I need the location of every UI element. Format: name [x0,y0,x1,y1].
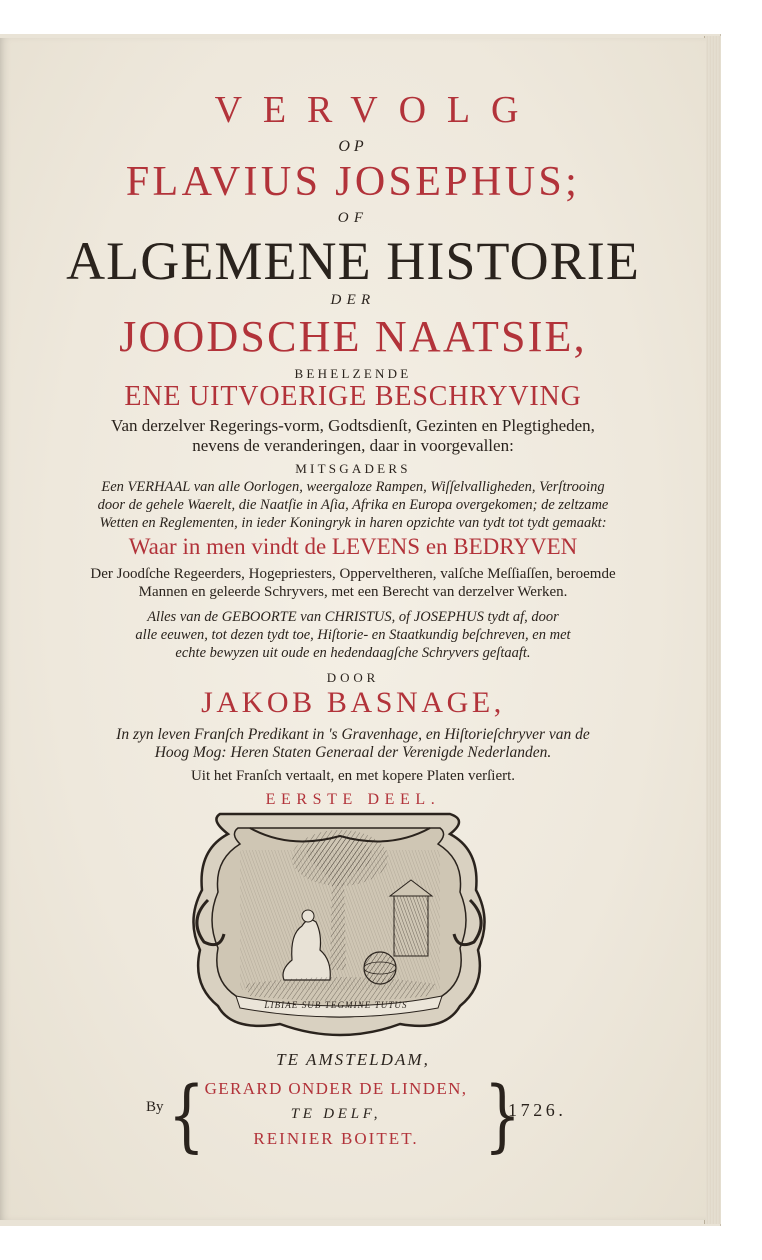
brace-right-icon: } [484,1069,521,1162]
title-joodsche-naatsie: JOODSCHE NAATSIE, [119,312,587,361]
engraved-vignette [180,810,498,1050]
subtitle-behelzende: BEHELZENDE [294,366,412,381]
translation-note: Uit het Franſch vertaalt, en met kopere Platen verſiert. [190,768,516,784]
title-algemene-historie: ALGEMENE HISTORIE [66,231,640,291]
text-door: DOOR [326,670,380,685]
imprint-publishers [186,1076,486,1152]
title-vervolg: VERVOLG [214,89,540,131]
title-flavius-josephus: FLAVIUS JOSEPHUS; [125,159,581,205]
imprint-place-delf: TE DELF, [290,1106,382,1122]
text-alles-line-2: alle eeuwen, tot dezen tydt toe, Hiſtorie- en Staatkundig beſchreven, en met [135,627,571,643]
volume-label: EERSTE DEEL. [265,791,441,808]
imprint [0,1050,706,1160]
text-alles-line-1: Alles van de GEBOORTE van CHRISTUS, of JOSEPHUS tydt af, door [147,609,559,625]
text-levens-en-bedryven: Waar in men vindt de LEVENS en BEDRYVEN [128,534,578,559]
imprint-publisher-gerard: GERARD ONDER DE LINDEN, [204,1079,468,1098]
imprint-place-amsterdam: TE AMSTELDAM, [276,1050,430,1069]
title-of: OF [337,210,369,226]
title-der: DER [330,292,376,308]
author-name: JAKOB BASNAGE, [201,686,505,719]
page-edges [704,36,721,1224]
vignette-motto: LIBIAE SUB TEGMINE TUTUS [264,1000,408,1010]
imprint-year: 1726. [508,1100,567,1120]
title-op: OP [338,138,368,155]
text-verhaal-line-3: Wetten en Reglementen, in ieder Koningryk in haren opzichte van tydt tot tydt gemaakt: [99,515,607,531]
brace-left-icon: { [168,1069,205,1162]
text-verhaal-line-1: Een VERHAAL van alle Oorlogen, weergaloze Rampen, Wiſſelvalligheden, Verſtrooing [101,479,605,495]
text-mitsgaders: MITSGADERS [295,461,411,476]
text-alles-line-3: echte bewyzen uit oude en hedendaagſche Schryvers geſtaaft. [175,645,531,661]
author-description-line-1: In zyn leven Franſch Predikant in 's Gravenhage, en Hiſtorieſchryver van de [116,726,590,743]
text-nevens: nevens de veranderingen, daar in voorgevallen: [192,436,514,455]
subtitle-beschryving: ENE UITVOERIGE BESCHRYVING [124,381,582,412]
imprint-by: By [146,1099,164,1115]
author-description-line-2: Hoog Mog: Heren Staten Generaal der Verenigde Nederlanden. [154,744,552,761]
text-regerings-vorm: Van derzelver Regerings-vorm, Godtsdienſt, Gezinten en Plegtigheden, [111,416,595,435]
imprint-publisher-reinier: REINIER BOITET. [253,1129,419,1148]
title-page [0,38,706,1220]
text-regeerders: Der Joodſche Regeerders, Hogepriesters, Opperveltheren, valſche Meſſiaſſen, beroemde [90,566,616,582]
text-verhaal-line-2: door de gehele Waerelt, die Naatſie in Aſia, Afrika en Europa overgekomen; de zeltzame [97,497,609,513]
text-mannen: Mannen en geleerde Schryvers, met een Berecht van derzelver Werken. [138,584,568,600]
